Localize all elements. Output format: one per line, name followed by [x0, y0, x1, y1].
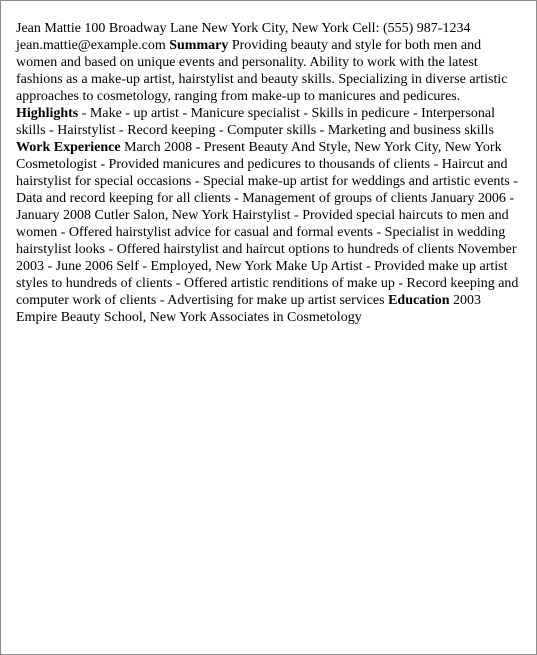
- work-experience-text: March 2008 - Present Beauty And Style, New York City, New York Cosmetologist - Provided manicures and pedicures to thousands of clients - Haircut and hairstylist for special occasions - Special make-up artist for weddings and artistic events - Data and record keeping for all clients - Management of groups of clients January 2006 - January 2008 Cutler Salon, New York Hairstylist - Provided special haircuts to men and women - Offered hairstylist advice for casual and formal events - Specialist in wedding hairstylist looks - Offered hairstylist and haircut options to hundreds of clients November 2003 - June 2006 Self - Employed, New York Make Up Artist - Provided make up artist styles to hundreds of clients - Offered artistic renditions of make up - Record keeping and computer work of clients - Advertising for make up artist services: [16, 140, 519, 308]
- summary-text: Providing beauty and style for both men and women and based on unique events and personality. Ability to work with the latest fashions as a make-up artist, hairstylist and beauty skills. Specializing in diverse artistic approaches to cosmetology, ranging from make-up to manicures and pedicures.: [16, 38, 508, 104]
- summary-heading: Summary: [169, 38, 229, 53]
- resume-body: [16, 20, 521, 326]
- candidate-phone: Cell: (555) 987-1234: [352, 21, 471, 36]
- highlights-text: - Make - up artist - Manicure specialist - Skills in pedicure - Interpersonal skills - Hairstylist - Record keeping - Computer skills - Marketing and business skills: [16, 106, 496, 138]
- work-experience-heading: Work Experience: [16, 140, 121, 155]
- education-text: 2003 Empire Beauty School, New York Associates in Cosmetology: [16, 293, 482, 325]
- education-heading: Education: [388, 293, 450, 308]
- candidate-name: Jean Mattie: [16, 21, 81, 36]
- candidate-address: 100 Broadway Lane New York City, New York: [84, 21, 349, 36]
- candidate-email: jean.mattie@example.com: [16, 38, 166, 53]
- highlights-heading: Highlights: [16, 106, 79, 121]
